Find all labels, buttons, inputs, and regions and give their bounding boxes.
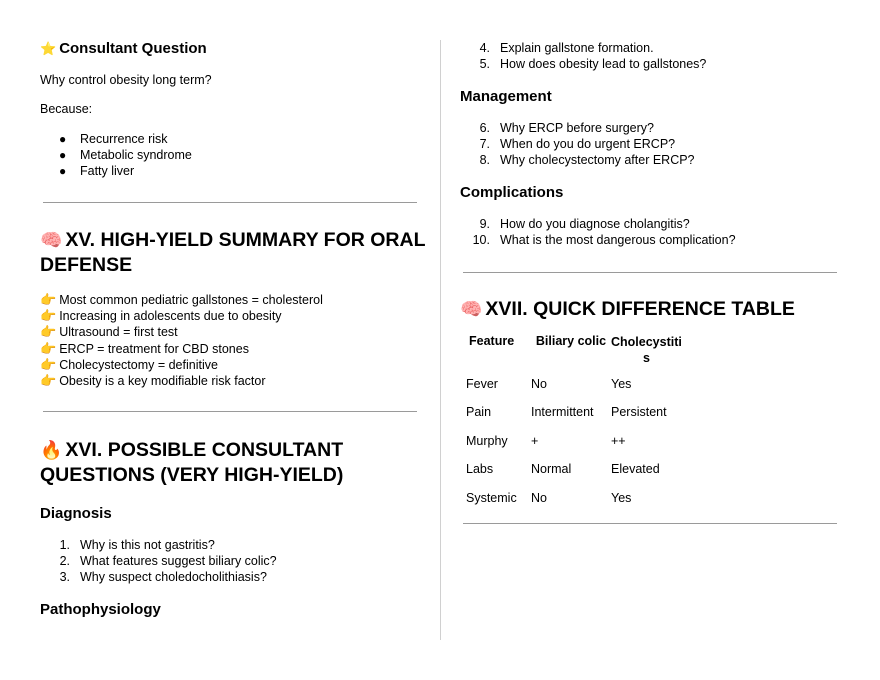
list-item: 👉 Most common pediatric gallstones = cholesterol — [40, 292, 323, 307]
list-item: 👉 Obesity is a key modifiable risk factor — [40, 372, 266, 388]
table-cell: Fever — [466, 377, 498, 391]
consultant-question-heading — [40, 40, 207, 57]
table-header-cell: Cholecystiti s — [611, 335, 682, 365]
column-divider — [440, 40, 441, 640]
section-xv-heading: 🧠 XV. HIGH-YIELD SUMMARY FOR ORAL DEFENSE — [40, 229, 426, 276]
table-cell: Yes — [611, 377, 632, 391]
pathophysiology-heading: Pathophysiology — [40, 601, 161, 618]
management-heading: Management — [460, 88, 552, 105]
complications-heading: Complications — [460, 184, 564, 201]
list-item: 👉 Cholecystectomy = definitive — [40, 356, 218, 372]
table-cell: Elevated — [611, 462, 660, 477]
table-row — [466, 377, 682, 405]
consultant-question-text: Why control obesity long term? — [40, 73, 212, 87]
section-xvi-heading: 🔥 XVI. POSSIBLE CONSULTANT QUESTIONS (VERY HIGH-YIELD) — [40, 439, 344, 486]
table-cell: Labs — [466, 462, 494, 477]
list-item: ● Recurrence risk — [59, 132, 168, 146]
diagnosis-heading: Diagnosis — [40, 505, 112, 522]
table-header-cell: Biliary colic — [535, 334, 607, 348]
brain-icon: 🧠 — [460, 299, 483, 319]
because-label: Because: — [40, 102, 93, 116]
table-cell: Intermittent — [531, 405, 594, 420]
list-item: 2. What features suggest biliary colic? — [59, 554, 277, 569]
table-row — [466, 405, 682, 433]
fire-icon: 🔥 — [40, 440, 63, 460]
pointing-hand-icon: 👉 — [40, 356, 57, 372]
horizontal-rule — [463, 523, 837, 524]
table-cell: No — [531, 490, 547, 505]
table-cell: + — [531, 433, 539, 448]
pointing-hand-icon: 👉 — [40, 292, 57, 307]
list-item: 👉 ERCP = treatment for CBD stones — [40, 340, 249, 356]
consultant-question-title: Consultant Question — [59, 40, 207, 57]
pointing-hand-icon: 👉 — [40, 372, 57, 388]
table-cell: No — [531, 377, 547, 391]
list-item: 👉 Increasing in adolescents due to obesity — [40, 308, 282, 324]
pathophysiology-list — [479, 40, 707, 72]
list-item: 10. What is the most dangerous complication? — [472, 233, 736, 248]
table-header-cell: Feature — [469, 334, 515, 348]
table-row — [466, 434, 682, 462]
horizontal-rule — [43, 202, 417, 203]
list-item: ● Metabolic syndrome — [59, 148, 192, 163]
difference-table — [466, 334, 682, 519]
horizontal-rule — [463, 272, 837, 273]
table-cell: Persistent — [611, 405, 667, 420]
table-cell: Pain — [466, 405, 492, 420]
list-item: 7. When do you do urgent ERCP? — [479, 137, 676, 152]
management-list — [479, 120, 695, 169]
table-cell: ++ — [611, 433, 626, 448]
list-item: 1. Why is this not gastritis? — [59, 538, 215, 552]
list-item: 3. Why suspect choledocholithiasis? — [59, 570, 267, 585]
list-item: 8. Why cholecystectomy after ERCP? — [479, 153, 695, 168]
horizontal-rule — [43, 411, 417, 412]
because-list — [59, 131, 192, 180]
table-header-row — [466, 334, 682, 377]
table-cell: Normal — [531, 462, 572, 477]
table-cell: Systemic — [466, 490, 517, 505]
list-item: 4. Explain gallstone formation. — [479, 41, 654, 55]
summary-list — [40, 292, 323, 389]
list-item: 👉 Ultrasound = first test — [40, 324, 178, 340]
table-cell: Yes — [611, 490, 632, 505]
pointing-hand-icon: 👉 — [40, 324, 57, 340]
list-item: ● Fatty liver — [59, 164, 135, 179]
pointing-hand-icon: 👉 — [40, 340, 57, 356]
list-item: 5. How does obesity lead to gallstones? — [479, 57, 707, 72]
pointing-hand-icon: 👉 — [40, 308, 57, 324]
section-xvii-heading: 🧠 XVII. QUICK DIFFERENCE TABLE — [460, 298, 795, 320]
complications-list — [472, 216, 736, 248]
star-icon: ⭐ — [40, 41, 57, 56]
brain-icon: 🧠 — [40, 230, 63, 250]
table-row — [466, 462, 682, 490]
table-cell: Murphy — [466, 433, 508, 448]
table-row — [466, 491, 682, 519]
list-item: 9. How do you diagnose cholangitis? — [479, 217, 690, 231]
list-item: 6. Why ERCP before surgery? — [479, 121, 654, 135]
diagnosis-list — [59, 537, 277, 586]
